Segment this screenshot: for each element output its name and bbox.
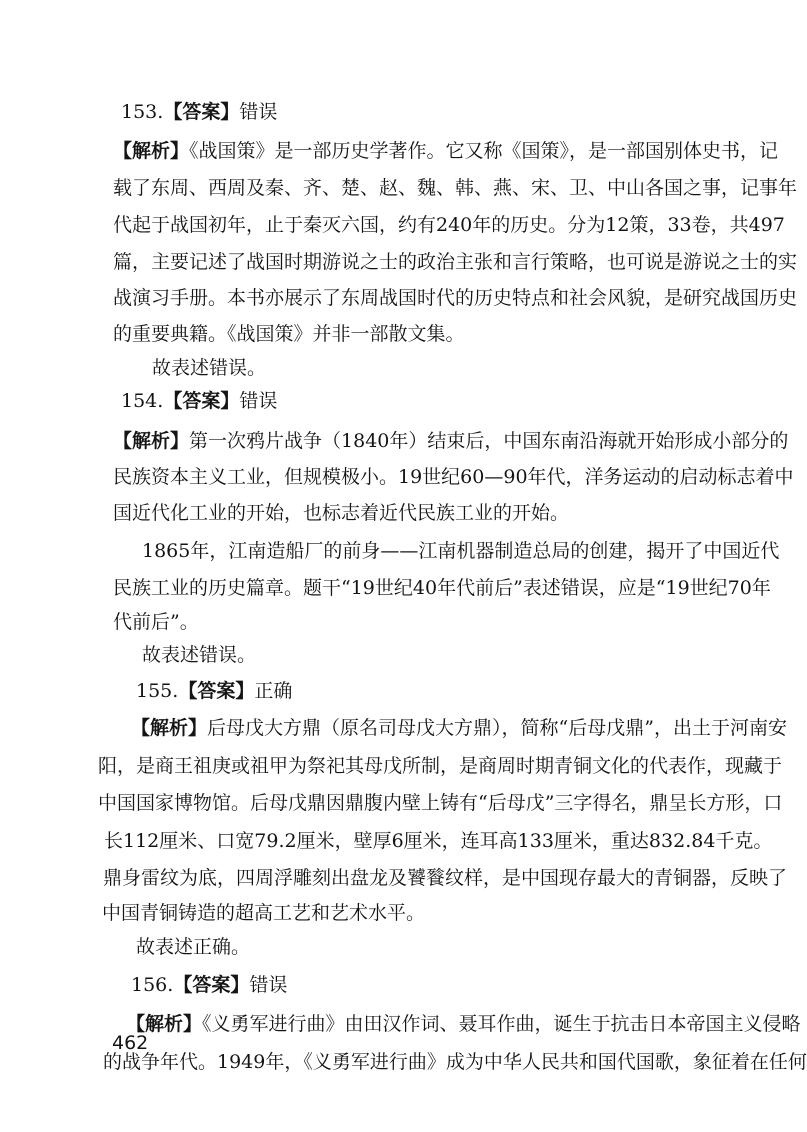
analysis-text: 后母戊大方鼎（原名司母戊大方鼎），简称“后母戊鼎”，出土于河南安 [207, 717, 787, 739]
item-154-heading [121, 389, 721, 415]
item-number: 155. [136, 680, 179, 702]
answer-label: 【答案】 [173, 974, 250, 996]
analysis-line: 国近代化工业的开始，也标志着近代民族工业的开始。 [113, 502, 570, 524]
item-number: 154. [121, 390, 164, 412]
conclusion: 故表述错误。 [142, 644, 257, 666]
analysis-line: 1865年，江南造船厂的前身——江南机器制造总局的创建，揭开了中国近代 [142, 540, 780, 562]
conclusion: 故表述错误。 [152, 357, 267, 379]
analysis-line: 中国青铜铸造的超高工艺和艺术水平。 [102, 902, 426, 924]
analysis-line [131, 716, 787, 742]
analysis-label: 【解析】 [113, 430, 190, 452]
item-156-heading [131, 973, 731, 999]
answer-label: 【答案】 [163, 101, 240, 123]
analysis-line: 阳，是商王祖庚或祖甲为祭祀其母戊所制，是商周时期青铜文化的代表作，现藏于 [98, 755, 783, 777]
item-153-heading [0, 100, 721, 126]
conclusion: 故表述正确。 [136, 936, 251, 958]
analysis-line: 代前后”。 [113, 611, 199, 633]
answer-value: 错误 [249, 974, 288, 996]
answer-value: 错误 [239, 390, 278, 412]
analysis-text: 《战国策》是一部历史学著作。它又称《国策》，是一部国别体史书，记 [189, 140, 779, 162]
analysis-label: 【解析】 [126, 1013, 203, 1035]
analysis-line [113, 139, 779, 165]
analysis-line: 长112厘米、口宽79.2厘米，壁厚6厘米，连耳高133厘米，重达832.84千克。 [104, 830, 773, 852]
analysis-line: 中国国家博物馆。后母戊鼎因鼎腹内壁上铸有“后母戊”三字得名，鼎呈长方形，口 [98, 792, 783, 814]
analysis-line: 鼎身雷纹为底，四周浮雕刻出盘龙及饕餮纹样，是中国现存最大的青铜器，反映了 [103, 867, 788, 889]
analysis-line: 篇，主要记述了战国时期游说之士的政治主张和言行策略，也可说是游说之士的实 [113, 251, 798, 273]
analysis-line: 代起于战国初年，止于秦灭六国，约有240年的历史。分为12策，33卷，共497 [113, 214, 785, 236]
analysis-line [113, 429, 789, 455]
analysis-text: 第一次鸦片战争（1840年）结束后，中国东南沿海就开始形成小部分的 [189, 430, 789, 452]
page-number: 462 [112, 1032, 149, 1054]
analysis-line: 战演习手册。本书亦展示了东周战国时代的历史特点和社会风貌，是研究战国历史 [113, 287, 798, 309]
analysis-line: 载了东周、西周及秦、齐、楚、赵、魏、韩、燕、宋、卫、中山各国之事，记事年 [113, 177, 798, 199]
answer-label: 【答案】 [163, 390, 240, 412]
analysis-label: 【解析】 [131, 717, 208, 739]
analysis-line: 民族工业的历史篇章。题干“19世纪40年代前后”表述错误，应是“19世纪70年 [113, 577, 771, 599]
item-number: 156. [131, 974, 174, 996]
analysis-line: 民族资本主义工业，但规模极小。19世纪60—90年代，洋务运动的启动标志着中 [113, 466, 794, 488]
item-number: 153. [121, 101, 164, 123]
answer-label: 【答案】 [178, 680, 255, 702]
analysis-text: 《义勇军进行曲》由田汉作词、聂耳作曲，诞生于抗击日本帝国主义侵略 [202, 1013, 801, 1035]
answer-value: 错误 [239, 101, 278, 123]
analysis-label: 【解析】 [113, 140, 190, 162]
item-155-heading [136, 679, 736, 705]
analysis-line: 的重要典籍。《战国策》并非一部散文集。 [113, 323, 465, 345]
answer-value: 正确 [254, 680, 293, 702]
analysis-line: 的战争年代。1949年，《义勇军进行曲》成为中华人民共和国代国歌，象征着在任何 [103, 1051, 807, 1073]
analysis-line [126, 1012, 801, 1038]
